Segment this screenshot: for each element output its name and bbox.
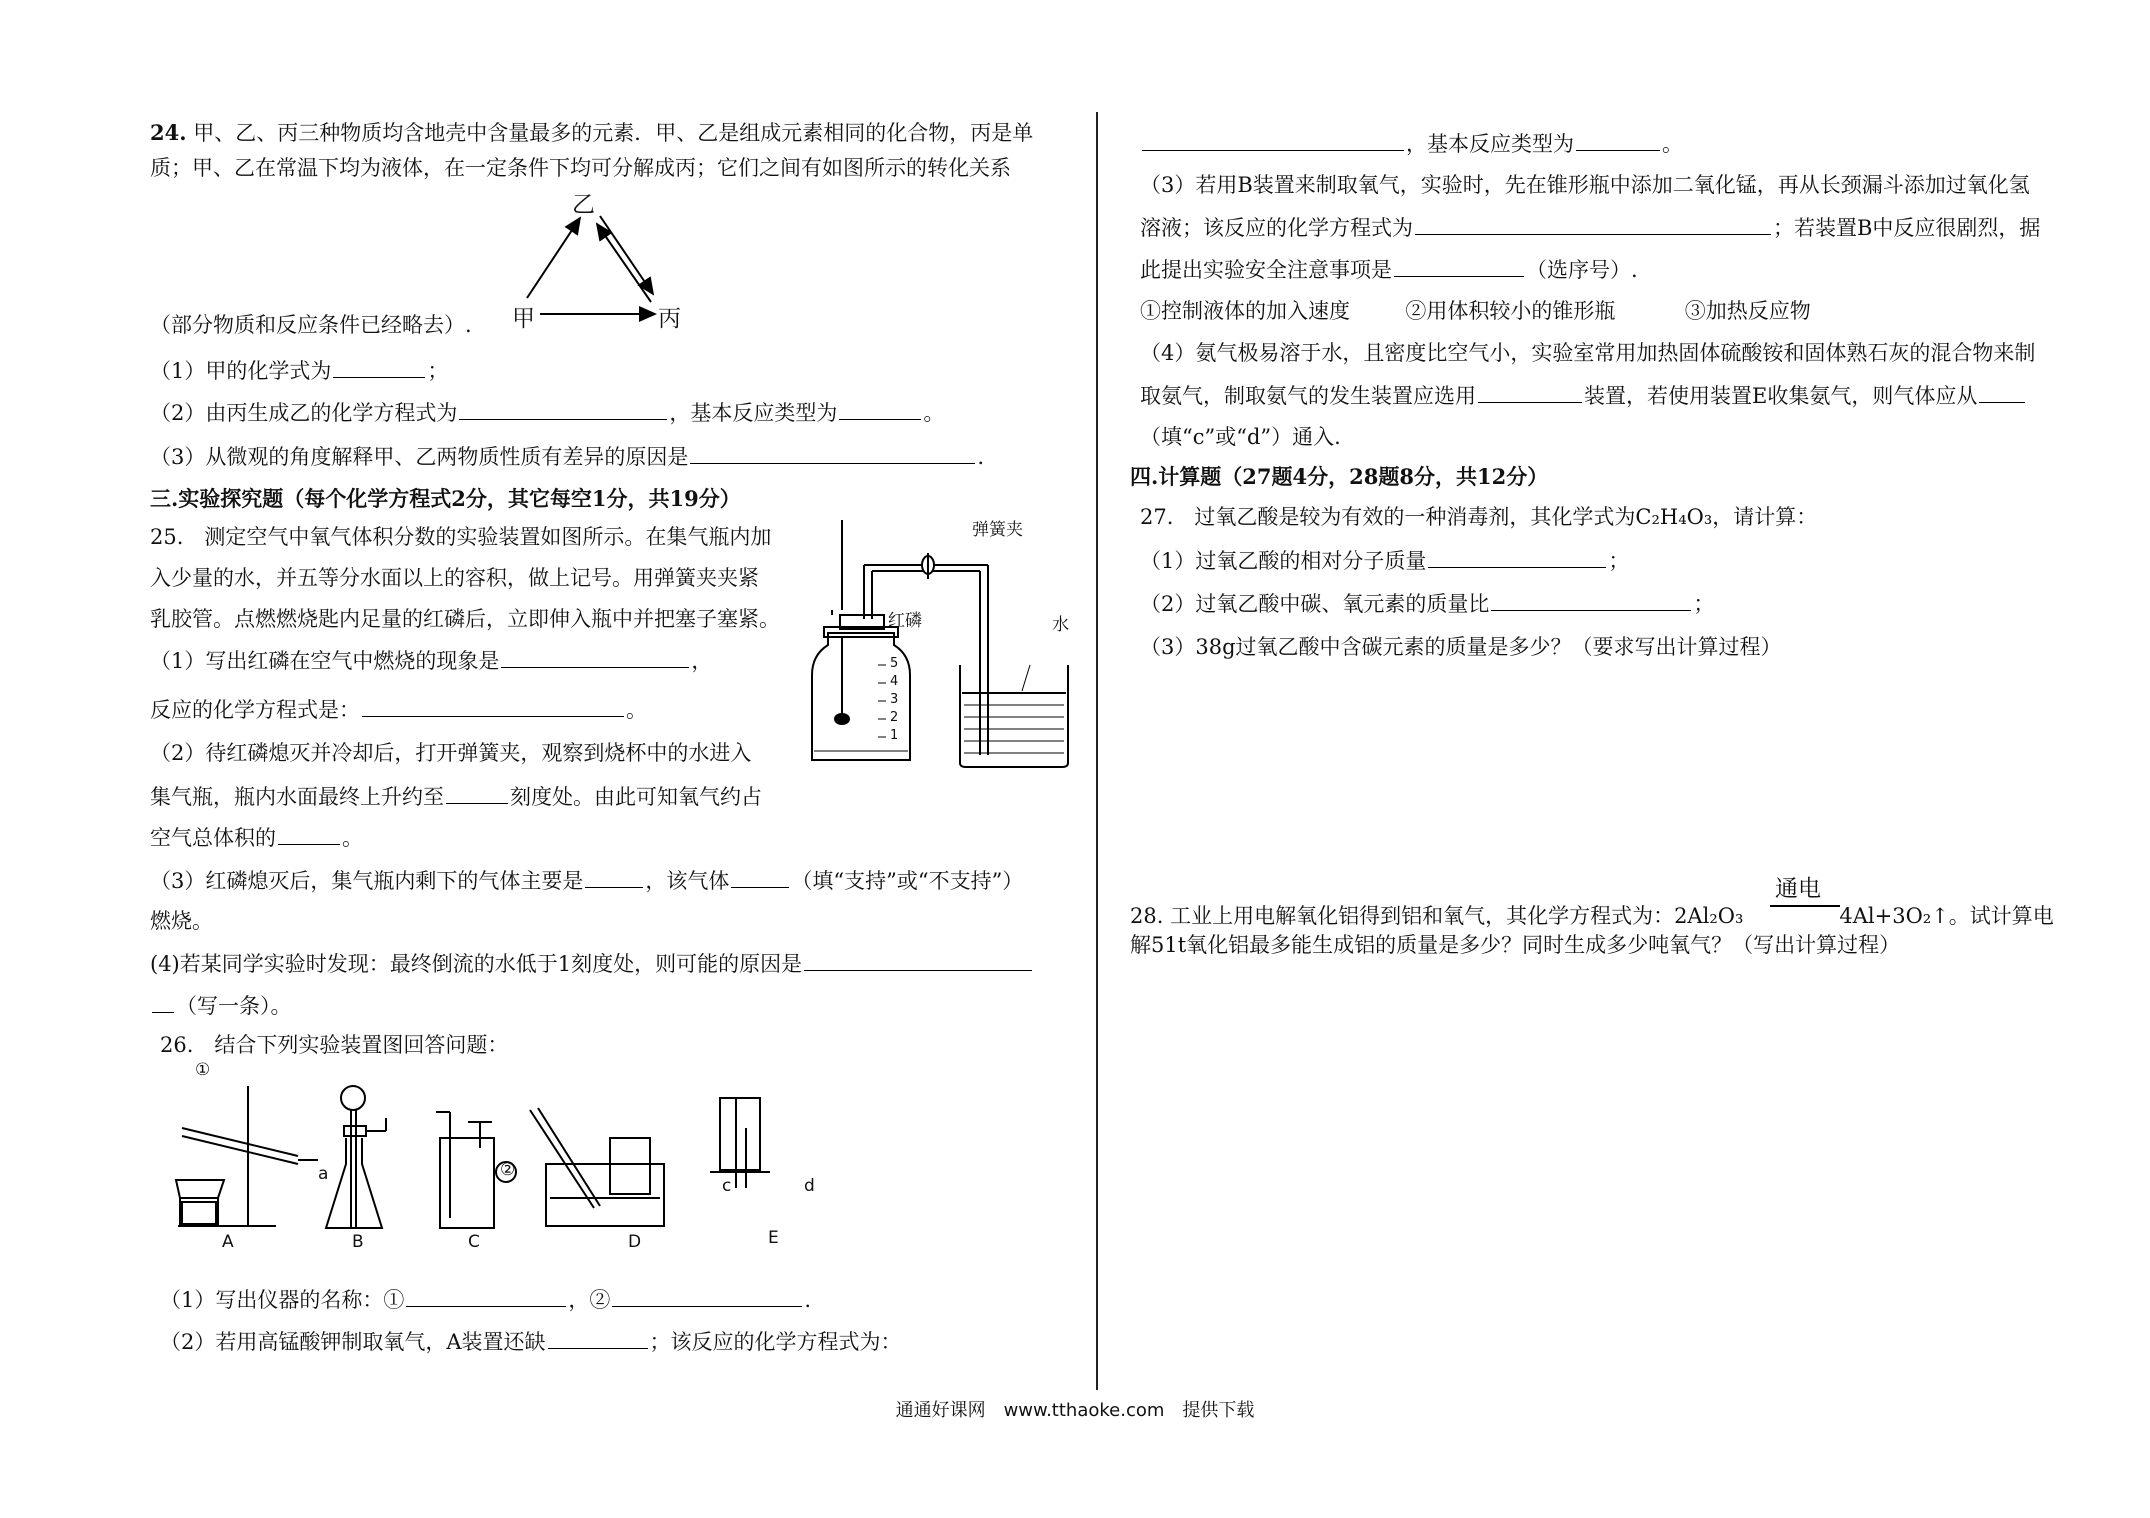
q24-sub1-end: ；: [427, 359, 449, 383]
q26-line1: 26. 结合下列实验装置图回答问题：: [160, 1033, 509, 1057]
scale-mark-4: 4: [890, 674, 899, 689]
q27-sub2-end: ；: [1693, 592, 1715, 616]
diagram-label-bing: 丙: [658, 306, 681, 332]
q26-sub3-options: [1140, 296, 1811, 326]
label-spring-clip: 弹簧夹: [972, 520, 1023, 540]
answer-blank[interactable]: [612, 1284, 802, 1307]
q26-sub1-text-b: ，②: [568, 1288, 611, 1312]
q24-sub2-type: ，基本反应类型为: [669, 401, 838, 425]
answer-blank[interactable]: [459, 397, 667, 420]
q26-sub3: （3）若用B装置来制取氧气，实验时，先在锥形瓶中添加二氧化锰，再从长颈漏斗添加过氧化氢: [1140, 173, 2030, 197]
q26-sub2-text-b: ；该反应的化学方程式为：: [649, 1330, 902, 1354]
arrow-bing-to-yi: [597, 224, 651, 302]
q28-line2: 解51t氧化铝最多能生成铝的质量是多少？同时生成多少吨氧气？（写出计算过程）: [1130, 933, 1901, 957]
section-4-heading: 四.计算题（27题4分，28题8分，共12分）: [1130, 464, 1549, 489]
q27-text-b: ，请计算：: [1712, 505, 1818, 529]
answer-blank[interactable]: [406, 1284, 566, 1307]
q24-sub2-end: 。: [923, 401, 945, 425]
q27-sub2: [1140, 588, 1714, 619]
q27-line1: [1140, 502, 1817, 532]
q26-sub2-end: 。: [1662, 132, 1683, 156]
answer-blank[interactable]: [731, 865, 789, 888]
q26-sub1: [160, 1284, 811, 1315]
label-apparatus-a: A: [222, 1232, 234, 1252]
q25-sub3: [150, 865, 1023, 896]
q25-sub2-end: [150, 822, 363, 853]
q27-sub1-end: ；: [1608, 549, 1630, 573]
q25-sub2-text-c: 空气总体积的: [150, 826, 276, 850]
q26-sub2: [160, 1326, 902, 1357]
q25-sub3-text-b: ，该气体: [645, 869, 730, 893]
marker-d: d: [804, 1176, 815, 1196]
q24-number: 24.: [150, 120, 187, 145]
q25-sub2: （2）待红磷熄灭并冷却后，打开弹簧夹，观察到烧杯中的水进入: [150, 741, 752, 765]
answer-blank[interactable]: [278, 822, 340, 845]
answer-blank[interactable]: [1415, 212, 1771, 235]
q25-sub4-text: (4)若某同学实验时发现：最终倒流的水低于1刻度处，则可能的原因是: [150, 952, 803, 976]
q26-sub4: （4）氨气极易溶于水，且密度比空气小，实验室常用加热固体硫酸铵和固体熟石灰的混合物来制: [1140, 341, 2036, 365]
q28-text-b: 4Al+3O₂↑。试计算电: [1839, 904, 2054, 928]
q25-sub2-text-b: 刻度处。由此可知氧气约占: [510, 785, 762, 809]
apparatus-set-drawing: [168, 1068, 848, 1248]
q26-sub4-cont: [1140, 380, 2027, 411]
q26-sub4-text: 取氨气，制取氨气的发生装置应选用: [1140, 384, 1476, 408]
label-apparatus-d: D: [628, 1232, 642, 1252]
marker-1: ①: [195, 1060, 211, 1080]
option-2: ②用体积较小的锥形瓶: [1405, 299, 1616, 323]
label-apparatus-b: B: [352, 1232, 364, 1252]
q24-sub3-text: （3）从微观的角度解释甲、乙两物质性质有差异的原因是: [150, 445, 689, 469]
answer-blank[interactable]: [804, 948, 1032, 971]
q28-condition-tongdian: 通电: [1775, 876, 1821, 902]
q26-sub1-end: .: [804, 1288, 812, 1312]
scale-mark-2: 2: [890, 710, 899, 725]
diagram-label-jia: 甲: [512, 306, 535, 332]
answer-blank[interactable]: [1394, 254, 1524, 277]
q26-sub2-cont: [1140, 128, 1683, 159]
scale-mark-1: 1: [890, 728, 899, 743]
q26-sub4-end: （填“c”或“d”）通入.: [1140, 425, 1341, 449]
answer-blank[interactable]: [1979, 380, 2025, 403]
scale-mark-3: 3: [890, 692, 899, 707]
q26-sub3-text-b: ；若装置B中反应很剧烈，据: [1773, 216, 2041, 240]
label-red-phosphorus: 红磷: [888, 611, 922, 631]
q25-sub3-text: （3）红磷熄灭后，集气瓶内剩下的气体主要是: [150, 869, 584, 893]
answer-blank[interactable]: [333, 355, 425, 378]
option-1: ①控制液体的加入速度: [1140, 299, 1350, 323]
answer-blank[interactable]: [839, 397, 921, 420]
q25-line1: 25. 测定空气中氧气体积分数的实验装置如图所示。在集气瓶内加: [150, 525, 772, 549]
q25-sub4-text-b: （写一条）。: [176, 994, 292, 1018]
oxygen-measurement-apparatus: [800, 515, 1090, 780]
q26-sub2-text: （2）若用高锰酸钾制取氧气，A装置还缺: [160, 1330, 546, 1354]
answer-blank[interactable]: [501, 645, 689, 668]
q26-sub3-safety-text: 此提出实验安全注意事项是: [1140, 258, 1392, 282]
answer-blank[interactable]: [446, 781, 508, 804]
answer-blank[interactable]: [1428, 545, 1606, 568]
column-divider: [1096, 112, 1098, 1390]
q25-line2: 入少量的水，并五等分水面以上的容积，做上记号。用弹簧夹夹紧: [150, 566, 759, 590]
q24-sub1-text: （1）甲的化学式为: [150, 359, 332, 383]
footer-source: 通通好课网 www.tthaoke.com 提供下载: [895, 1400, 1255, 1421]
q24-line3: （部分物质和反应条件已经略去）.: [150, 313, 472, 337]
marker-2: ②: [500, 1160, 516, 1180]
q25-equation-end: 。: [626, 698, 647, 722]
arrow-yi-to-bing: [600, 216, 653, 294]
label-apparatus-e: E: [768, 1228, 779, 1248]
q25-sub4: [150, 948, 1034, 979]
q25-sub4-end: [150, 990, 292, 1021]
q27-formula: C₂H₄O₃: [1635, 505, 1713, 529]
answer-blank[interactable]: [1142, 128, 1404, 151]
q26-sub3-safety: [1140, 254, 1638, 285]
arrow-jia-to-yi: [527, 218, 580, 298]
q27-text: 27. 过氧乙酸是较为有效的一种消毒剂，其化学式为: [1140, 505, 1636, 529]
q24-sub2-text: （2）由丙生成乙的化学方程式为: [150, 401, 458, 425]
q25-sub1-text: （1）写出红磷在空气中燃烧的现象是: [150, 649, 500, 673]
apparatus-drawing: [800, 515, 1090, 780]
q28-text: 28. 工业上用电解氧化铝得到铝和氧气，其化学方程式为：2Al₂O₃: [1130, 904, 1744, 928]
answer-blank[interactable]: [548, 1326, 648, 1349]
q25-equation: [150, 694, 647, 725]
marker-c: c: [722, 1176, 732, 1196]
q26-sub2-type: ，基本反应类型为: [1406, 132, 1574, 156]
q25-sub2-text: 集气瓶，瓶内水面最终上升约至: [150, 785, 444, 809]
q24-sub2: [150, 397, 944, 428]
q26-sub3-safety-end: （选序号）.: [1526, 258, 1638, 282]
q26-sub1-text: （1）写出仪器的名称：①: [160, 1288, 405, 1312]
label-apparatus-c: C: [468, 1232, 480, 1252]
q25-line3: 乳胶管。点燃燃烧匙内足量的红磷后，立即伸入瓶中并把塞子塞紧。: [150, 607, 780, 631]
answer-blank[interactable]: [1478, 380, 1582, 403]
answer-blank[interactable]: [152, 990, 174, 1013]
label-water: 水: [1052, 615, 1069, 635]
scale-mark-5: 5: [890, 656, 899, 671]
diagram-label-yi: 乙: [572, 192, 595, 218]
q25-equation-text: 反应的化学方程式是：: [150, 698, 360, 722]
q26-sub3-text: 溶液；该反应的化学方程式为: [1140, 216, 1413, 240]
q24-sub1: [150, 355, 448, 386]
q25-sub2-period: 。: [342, 826, 363, 850]
q24-text-1: 甲、乙、丙三种物质均含地壳中含量最多的元素．甲、乙是组成元素相同的化合物，丙是单: [193, 121, 1034, 145]
q25-sub3-text-c: （填“支持”或“不支持”）: [791, 869, 1024, 893]
marker-a: a: [318, 1164, 329, 1184]
answer-blank[interactable]: [690, 441, 975, 464]
q25-sub1-end: ，: [691, 649, 713, 673]
answer-blank[interactable]: [1491, 588, 1691, 611]
q24-line2: 质；甲、乙在常温下均为液体，在一定条件下均可分解成丙；它们之间有如图所示的转化关系: [150, 156, 1011, 180]
q28-line1: [1130, 901, 2054, 931]
q24-sub3-end: .: [977, 445, 985, 469]
q26-sub3-cont: [1140, 212, 2040, 243]
q27-sub1: [1140, 545, 1629, 576]
answer-blank[interactable]: [585, 865, 643, 888]
q25-sub3-end: 燃烧。: [150, 909, 213, 933]
q25-sub1: [150, 645, 712, 676]
q27-sub1-text: （1）过氧乙酸的相对分子质量: [1140, 549, 1427, 573]
lab-apparatus-set-a-to-e: [168, 1068, 848, 1248]
q27-sub2-text: （2）过氧乙酸中碳、氧元素的质量比: [1140, 592, 1490, 616]
answer-blank[interactable]: [1576, 128, 1660, 151]
q27-sub3: （3）38g过氧乙酸中含碳元素的质量是多少？（要求写出计算过程）: [1140, 635, 1782, 659]
answer-blank[interactable]: [362, 694, 624, 717]
q24-sub3: [150, 441, 984, 472]
q26-sub4-text-b: 装置，若使用装置E收集氨气，则气体应从: [1584, 384, 1978, 408]
q25-sub2-cont: [150, 781, 762, 812]
section-3-heading: 三.实验探究题（每个化学方程式2分，其它每空1分，共19分）: [150, 486, 741, 511]
option-3: ③加热反应物: [1684, 299, 1811, 323]
q24-line1: [150, 118, 1033, 148]
